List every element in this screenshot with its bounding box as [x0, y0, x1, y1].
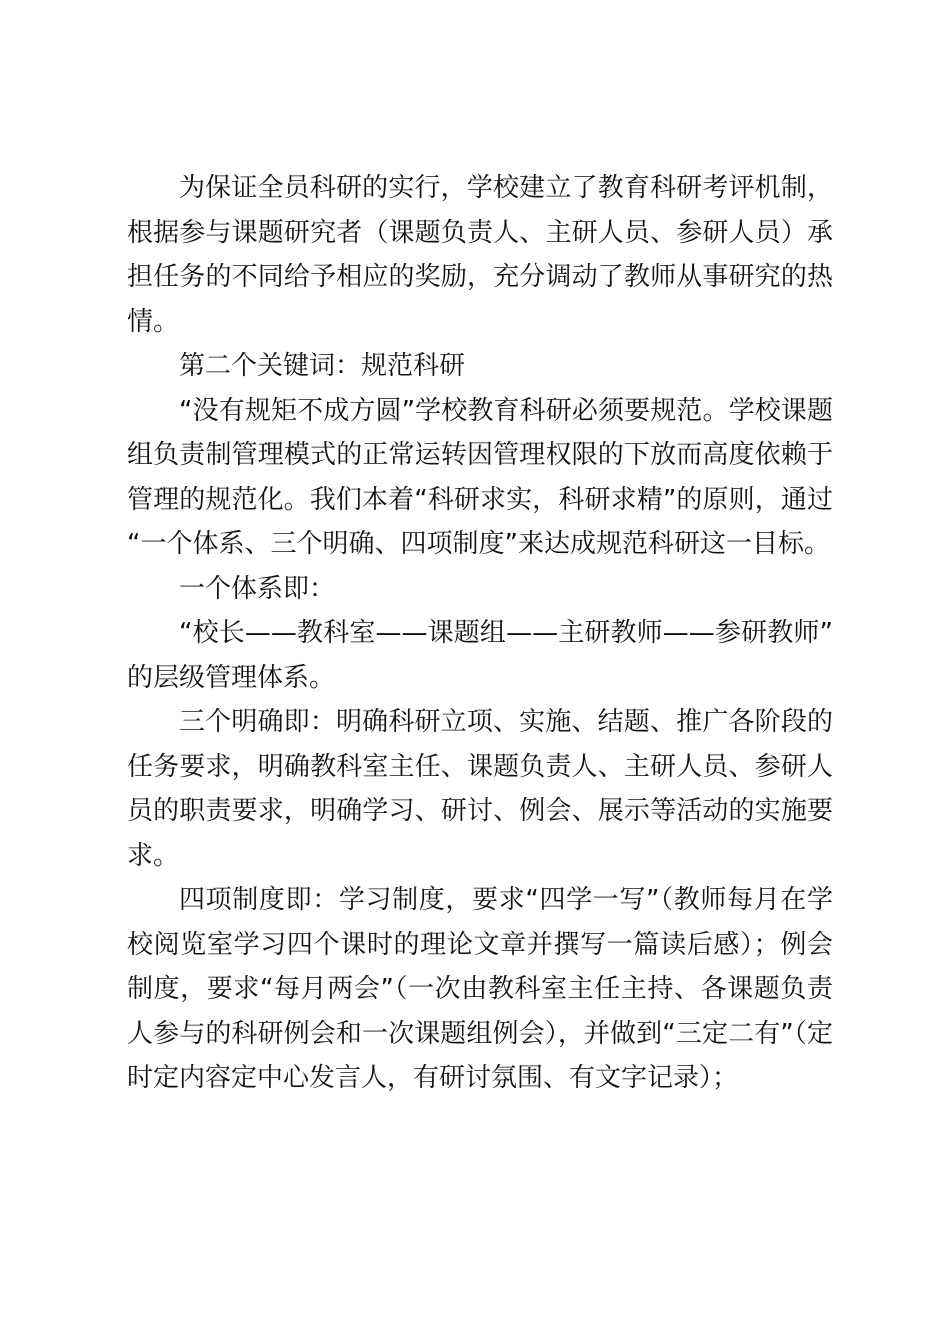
- paragraph-three-clarifications: 三个明确即：明确科研立项、实施、结题、推广各阶段的任务要求，明确教科室主任、课题负责人、主研人员、参研人员的职责要求，明确学习、研讨、例会、展示等活动的实施要求。: [127, 707, 833, 871]
- paragraph-one-system-intro: 一个体系即：: [179, 573, 336, 604]
- document-body: [127, 166, 833, 1101]
- paragraph-standardized-research: “没有规矩不成方圆”学校教育科研必须要规范。学校课题组负责制管理模式的正常运转因管理权限的下放而高度依赖于管理的规范化。我们本着“科研求实，科研求精”的原则，通过“一个体系、三个明确、四项制度”来达成规范科研这一目标。: [127, 395, 833, 559]
- paragraph-management-hierarchy: “校长——教科室——课题组——主研教师——参研教师”的层级管理体系。: [127, 618, 833, 693]
- section-heading-keyword-two: 第二个关键词：规范科研: [179, 351, 466, 381]
- paragraph-exam-mechanism: 为保证全员科研的实行，学校建立了教育科研考评机制，根据参与课题研究者（课题负责人、主研人员、参研人员）承担任务的不同给予相应的奖励，充分调动了教师从事研究的热情。: [127, 173, 833, 337]
- paragraph-four-systems: 四项制度即：学习制度，要求“四学一写”（教师每月在学校阅览室学习四个课时的理论文章并撰写一篇读后感）；例会制度，要求“每月两会”（一次由教科室主任主持、各课题负责人参与的科研例会和一次课题组例会），并做到“三定二有”（定时定内容定中心发言人，有研讨氛围、有文字记录）；: [127, 885, 833, 1093]
